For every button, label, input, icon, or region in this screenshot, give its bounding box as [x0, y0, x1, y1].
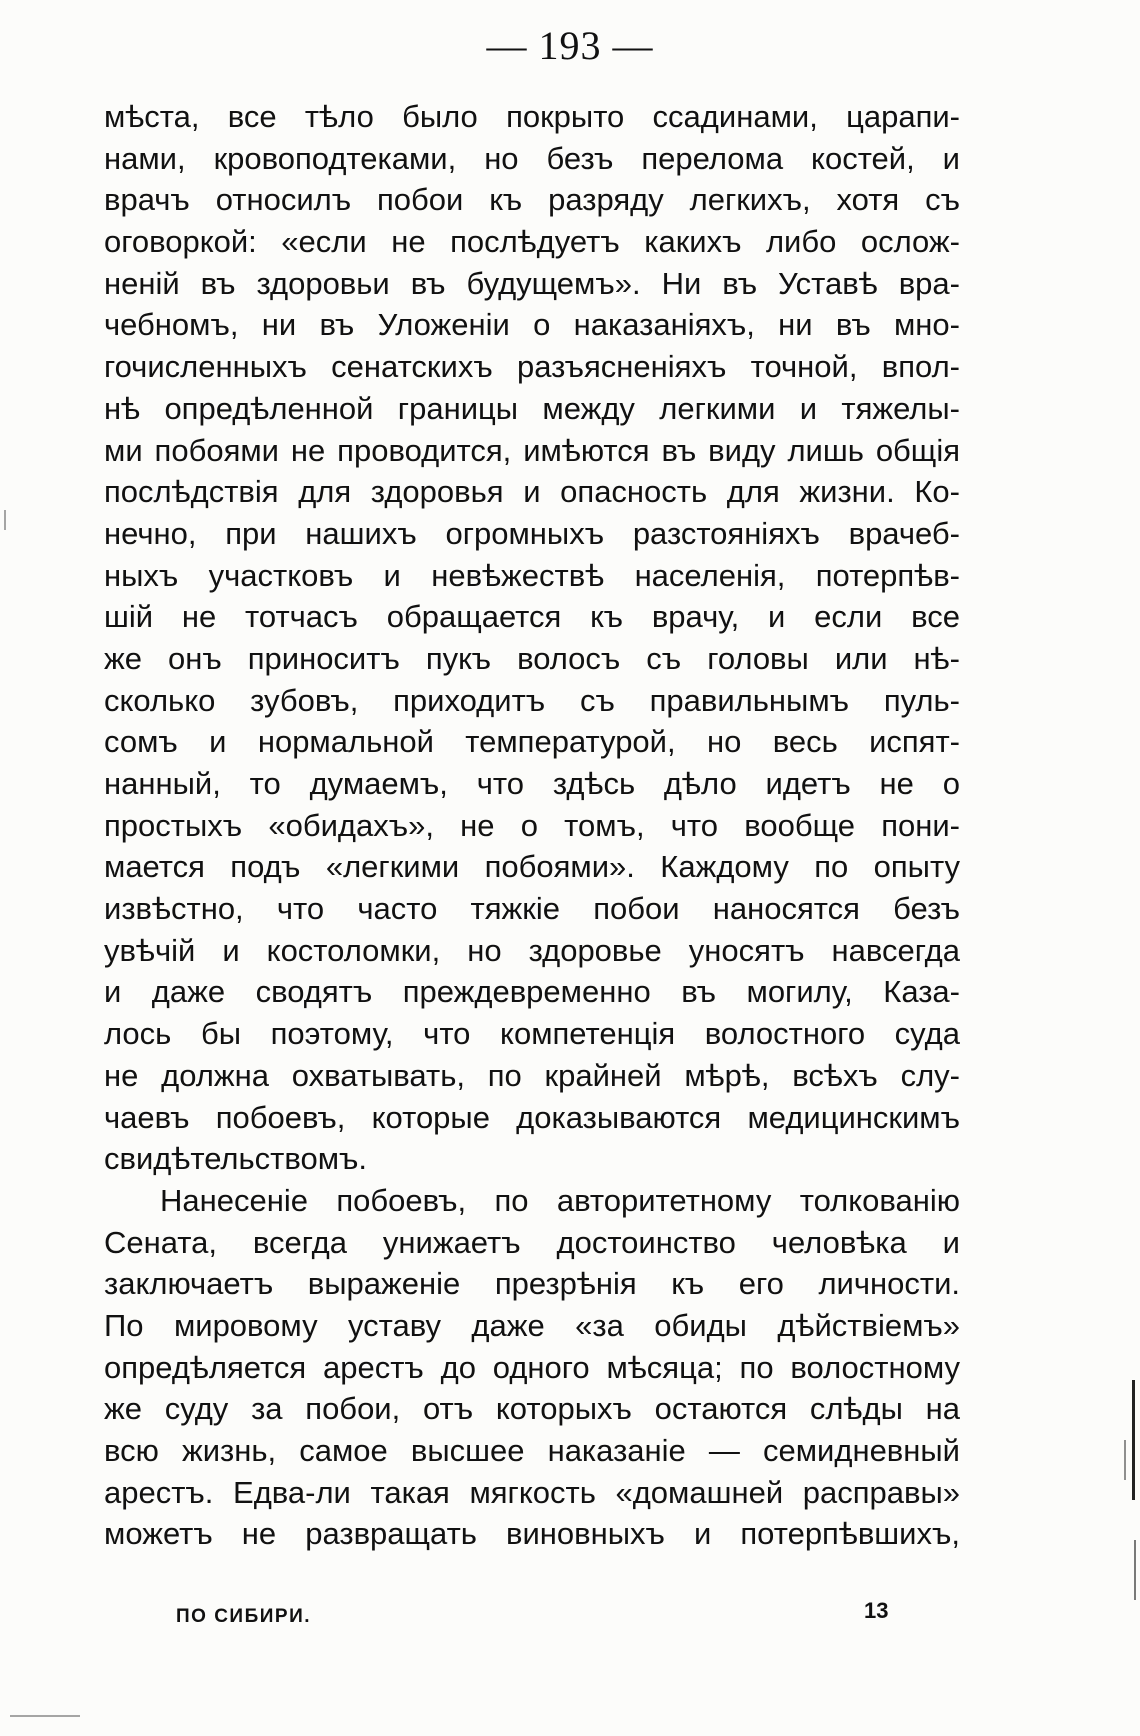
body-text [104, 96, 960, 1555]
text-line: врачъ относилъ побои къ разряду легкихъ, хотя съ [104, 182, 960, 218]
text-line: Сената, всегда унижаетъ достоинство человѣка и [104, 1224, 960, 1260]
text-line: можетъ не развращать виновныхъ и потерпѣвшихъ, [104, 1516, 960, 1552]
text-line: же онъ приноситъ пукъ волосъ съ головы или нѣ- [104, 640, 960, 676]
text-line: простыхъ «обидахъ», не о томъ, что вообще пони- [104, 807, 960, 843]
scan-mark [1132, 1380, 1135, 1500]
text-line: сомъ и нормальной температурой, но весь испят- [104, 724, 960, 760]
text-line: мается подъ «легкими побоями». Каждому по опыту [104, 849, 960, 885]
text-line: извѣстно, что часто тяжкіе побои наносятся безъ [104, 891, 960, 927]
text-line: нечно, при нашихъ огромныхъ разстояніяхъ врачеб- [104, 515, 960, 551]
page-number: — 193 — [486, 23, 654, 68]
scan-mark [4, 510, 6, 530]
footer-signature: ПО СИБИРИ. [176, 1606, 312, 1627]
text-line: нами, кровоподтеками, но безъ перелома костей, и [104, 140, 960, 176]
text-line: заключаетъ выраженіе презрѣнія къ его личности. [104, 1266, 960, 1302]
text-line: арестъ. Едва-ли такая мягкость «домашней расправы» [104, 1474, 960, 1510]
text-line: Нанесеніе побоевъ, по авторитетному толкованію [160, 1182, 960, 1218]
text-line: свидѣтельствомъ. [104, 1141, 368, 1177]
text-line: оговоркой: «если не послѣдуетъ какихъ либо ослож- [104, 224, 960, 260]
text-line: нанный, то думаемъ, что здѣсь дѣло идетъ не о [104, 766, 960, 801]
text-line: чаевъ побоевъ, которые доказываются медицинскимъ [104, 1099, 960, 1135]
text-line: ныхъ участковъ и невѣжествѣ населенія, потерпѣв- [104, 557, 960, 593]
text-line: лось бы поэтому, что компетенція волостного суда [104, 1016, 960, 1052]
scan-mark [1134, 1540, 1136, 1600]
text-line: не должна охватывать, по крайней мѣрѣ, всѣхъ слу- [104, 1057, 960, 1093]
scan-mark [10, 1715, 80, 1717]
text-line: ми побоями не проводится, имѣются въ виду лишь общія [104, 432, 960, 468]
text-line: же суду за побои, отъ которыхъ остаются слѣды на [104, 1391, 960, 1427]
text-line: гочисленныхъ сенатскихъ разъясненіяхъ точной, впол- [104, 349, 960, 385]
text-line: опредѣляется арестъ до одного мѣсяца; по волостному [104, 1349, 960, 1385]
footer-signature-number: 13 [864, 1598, 889, 1623]
text-line: сколько зубовъ, приходитъ съ правильнымъ пуль- [104, 682, 960, 718]
text-line: мѣста, все тѣло было покрыто ссадинами, царапи- [104, 99, 960, 134]
text-line: и даже сводятъ преждевременно въ могилу, Каза- [104, 974, 960, 1010]
text-line: неній въ здоровьи въ будущемъ». Ни въ Уставѣ вра- [104, 265, 960, 301]
text-line: шій не тотчасъ обращается къ врачу, и если все [104, 599, 960, 635]
text-line: нѣ опредѣленной границы между легкими и тяжелы- [104, 390, 960, 426]
text-line: чебномъ, ни въ Уложеніи о наказаніяхъ, ни въ мно- [104, 307, 960, 343]
text-line: всю жизнь, самое высшее наказаніе — семидневный [104, 1433, 960, 1468]
text-line: увѣчій и костоломки, но здоровье уносятъ навсегда [104, 932, 960, 968]
text-line: послѣдствія для здоровья и опасность для жизни. Ко- [104, 474, 960, 510]
text-line: По мировому уставу даже «за обиды дѣйствіемъ» [104, 1307, 960, 1343]
scan-mark [1124, 1440, 1126, 1480]
